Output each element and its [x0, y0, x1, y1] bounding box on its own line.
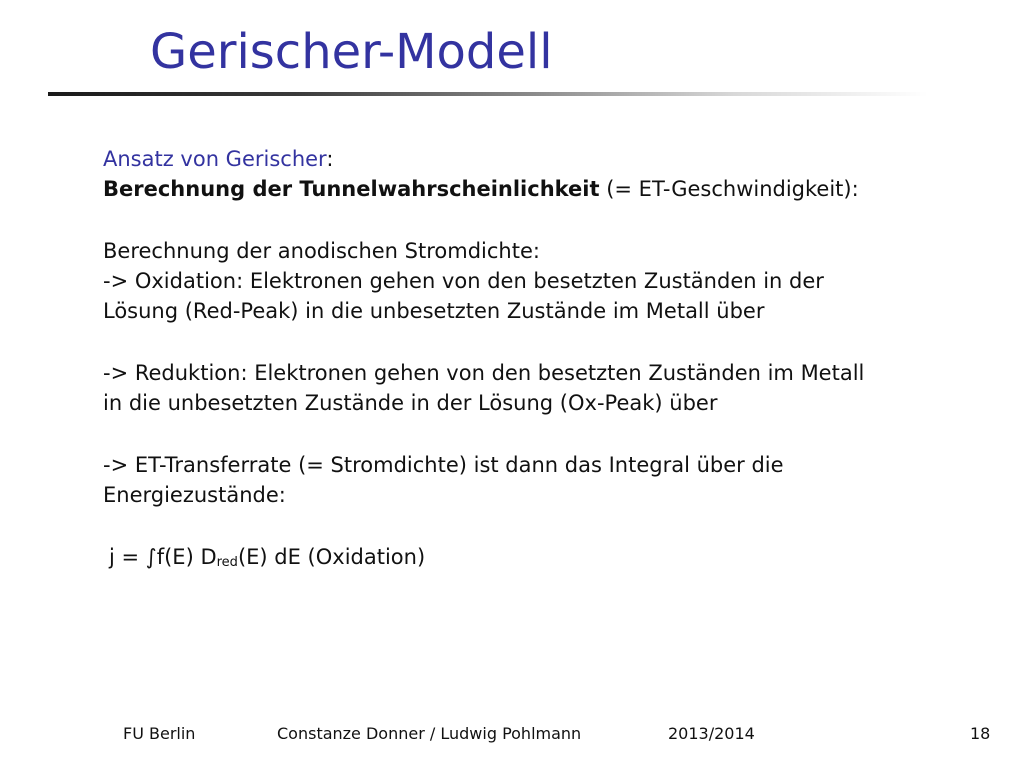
oxidation-line-2: Lösung (Red-Peak) in die unbesetzten Zustände im Metall über — [103, 299, 765, 323]
title-underline — [48, 92, 928, 96]
page-number: 18 — [970, 724, 991, 743]
anodic-title: Berechnung der anodischen Stromdichte: — [103, 239, 540, 263]
heading-rest: (= ET-Geschwindigkeit): — [599, 177, 859, 201]
reduction-line-1: -> Reduktion: Elektronen gehen von den besetzten Zuständen im Metall — [103, 361, 865, 385]
heading-bold: Berechnung der Tunnelwahrscheinlichkeit — [103, 177, 600, 201]
heading-line — [103, 174, 983, 204]
oxidation-line-1: -> Oxidation: Elektronen gehen von den besetzten Zuständen in der — [103, 269, 824, 293]
paragraph-gap — [103, 204, 983, 236]
slide-body — [103, 144, 983, 572]
formula-main: j = ∫f(E) D — [109, 545, 217, 569]
footer-institution: FU Berlin — [123, 724, 196, 743]
formula-subscript: red — [216, 555, 238, 570]
current-density-formula — [103, 542, 983, 572]
slide-title: Gerischer-Modell — [150, 24, 553, 80]
paragraph-gap — [103, 510, 983, 542]
intro-label: Ansatz von Gerischer — [103, 147, 327, 171]
formula-tail: (E) dE (Oxidation) — [237, 545, 426, 569]
intro-colon: : — [326, 147, 334, 171]
transfer-line-2: Energiezustände: — [103, 483, 286, 507]
footer-year: 2013/2014 — [668, 724, 755, 743]
footer-authors: Constanze Donner / Ludwig Pohlmann — [277, 724, 582, 743]
paragraph-gap — [103, 326, 983, 358]
intro-line — [103, 144, 983, 174]
reduction-line-2: in die unbesetzten Zustände in der Lösung (Ox-Peak) über — [103, 391, 718, 415]
transfer-line-1: -> ET-Transferrate (= Stromdichte) ist dann das Integral über die — [103, 453, 784, 477]
paragraph-gap — [103, 418, 983, 450]
